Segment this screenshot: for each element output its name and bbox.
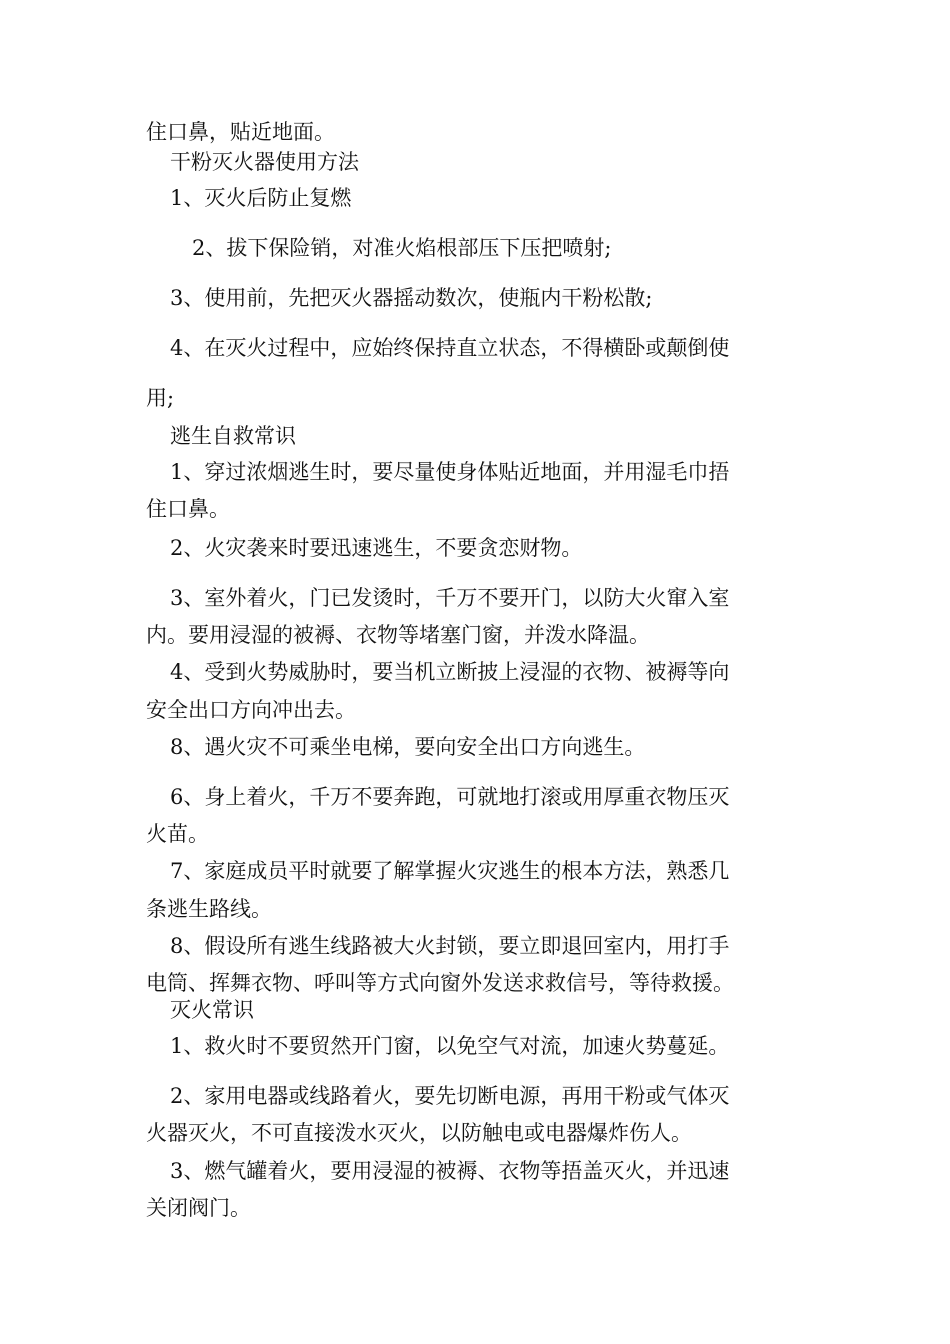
text-line: 电筒、挥舞衣物、呼叫等方式向窗外发送求救信号，等待救援。	[146, 971, 734, 995]
text-line: 住口鼻。	[146, 497, 230, 521]
text-line: 条逃生路线。	[146, 897, 272, 921]
text-line: 1、灭火后防止复燃	[170, 186, 352, 210]
text-line: 1、穿过浓烟逃生时，要尽量使身体贴近地面，并用湿毛巾捂	[170, 460, 730, 484]
text-line: 2、拔下保险销，对准火焰根部压下压把喷射;	[192, 236, 612, 260]
text-line: 安全出口方向冲出去。	[146, 698, 356, 722]
text-line: 关闭阀门。	[146, 1196, 251, 1220]
section-heading-firefighting: 灭火常识	[170, 998, 254, 1022]
text-line: 8、遇火灾不可乘坐电梯，要向安全出口方向逃生。	[170, 735, 646, 759]
text-line: 3、室外着火，门已发烫时，千万不要开门，以防大火窜入室	[170, 586, 730, 610]
text-line: 内。要用浸湿的被褥、衣物等堵塞门窗，并泼水降温。	[146, 623, 650, 647]
text-line: 6、身上着火，千万不要奔跑，可就地打滚或用厚重衣物压灭	[170, 785, 730, 809]
text-line: 住口鼻，贴近地面。	[146, 120, 335, 144]
text-line: 1、救火时不要贸然开门窗，以免空气对流，加速火势蔓延。	[170, 1034, 730, 1058]
text-line: 7、家庭成员平时就要了解掌握火灾逃生的根本方法，熟悉几	[170, 859, 730, 883]
text-line: 8、假设所有逃生线路被大火封锁，要立即退回室内，用打手	[170, 934, 730, 958]
text-line: 2、火灾袭来时要迅速逃生，不要贪恋财物。	[170, 536, 583, 560]
text-line: 3、燃气罐着火，要用浸湿的被褥、衣物等捂盖灭火，并迅速	[170, 1159, 730, 1183]
text-line: 火器灭火，不可直接泼水灭火，以防触电或电器爆炸伤人。	[146, 1121, 692, 1145]
text-line: 4、在灭火过程中，应始终保持直立状态，不得横卧或颠倒使	[170, 336, 730, 360]
text-line: 4、受到火势威胁时，要当机立断披上浸湿的衣物、被褥等向	[170, 660, 730, 684]
section-heading-extinguisher: 干粉灭火器使用方法	[170, 150, 359, 174]
text-line: 3、使用前，先把灭火器摇动数次，使瓶内干粉松散;	[170, 286, 653, 310]
section-heading-escape: 逃生自救常识	[170, 424, 296, 448]
text-line: 火苗。	[146, 822, 209, 846]
text-line: 2、家用电器或线路着火，要先切断电源，再用干粉或气体灭	[170, 1084, 730, 1108]
text-line: 用;	[146, 386, 175, 410]
